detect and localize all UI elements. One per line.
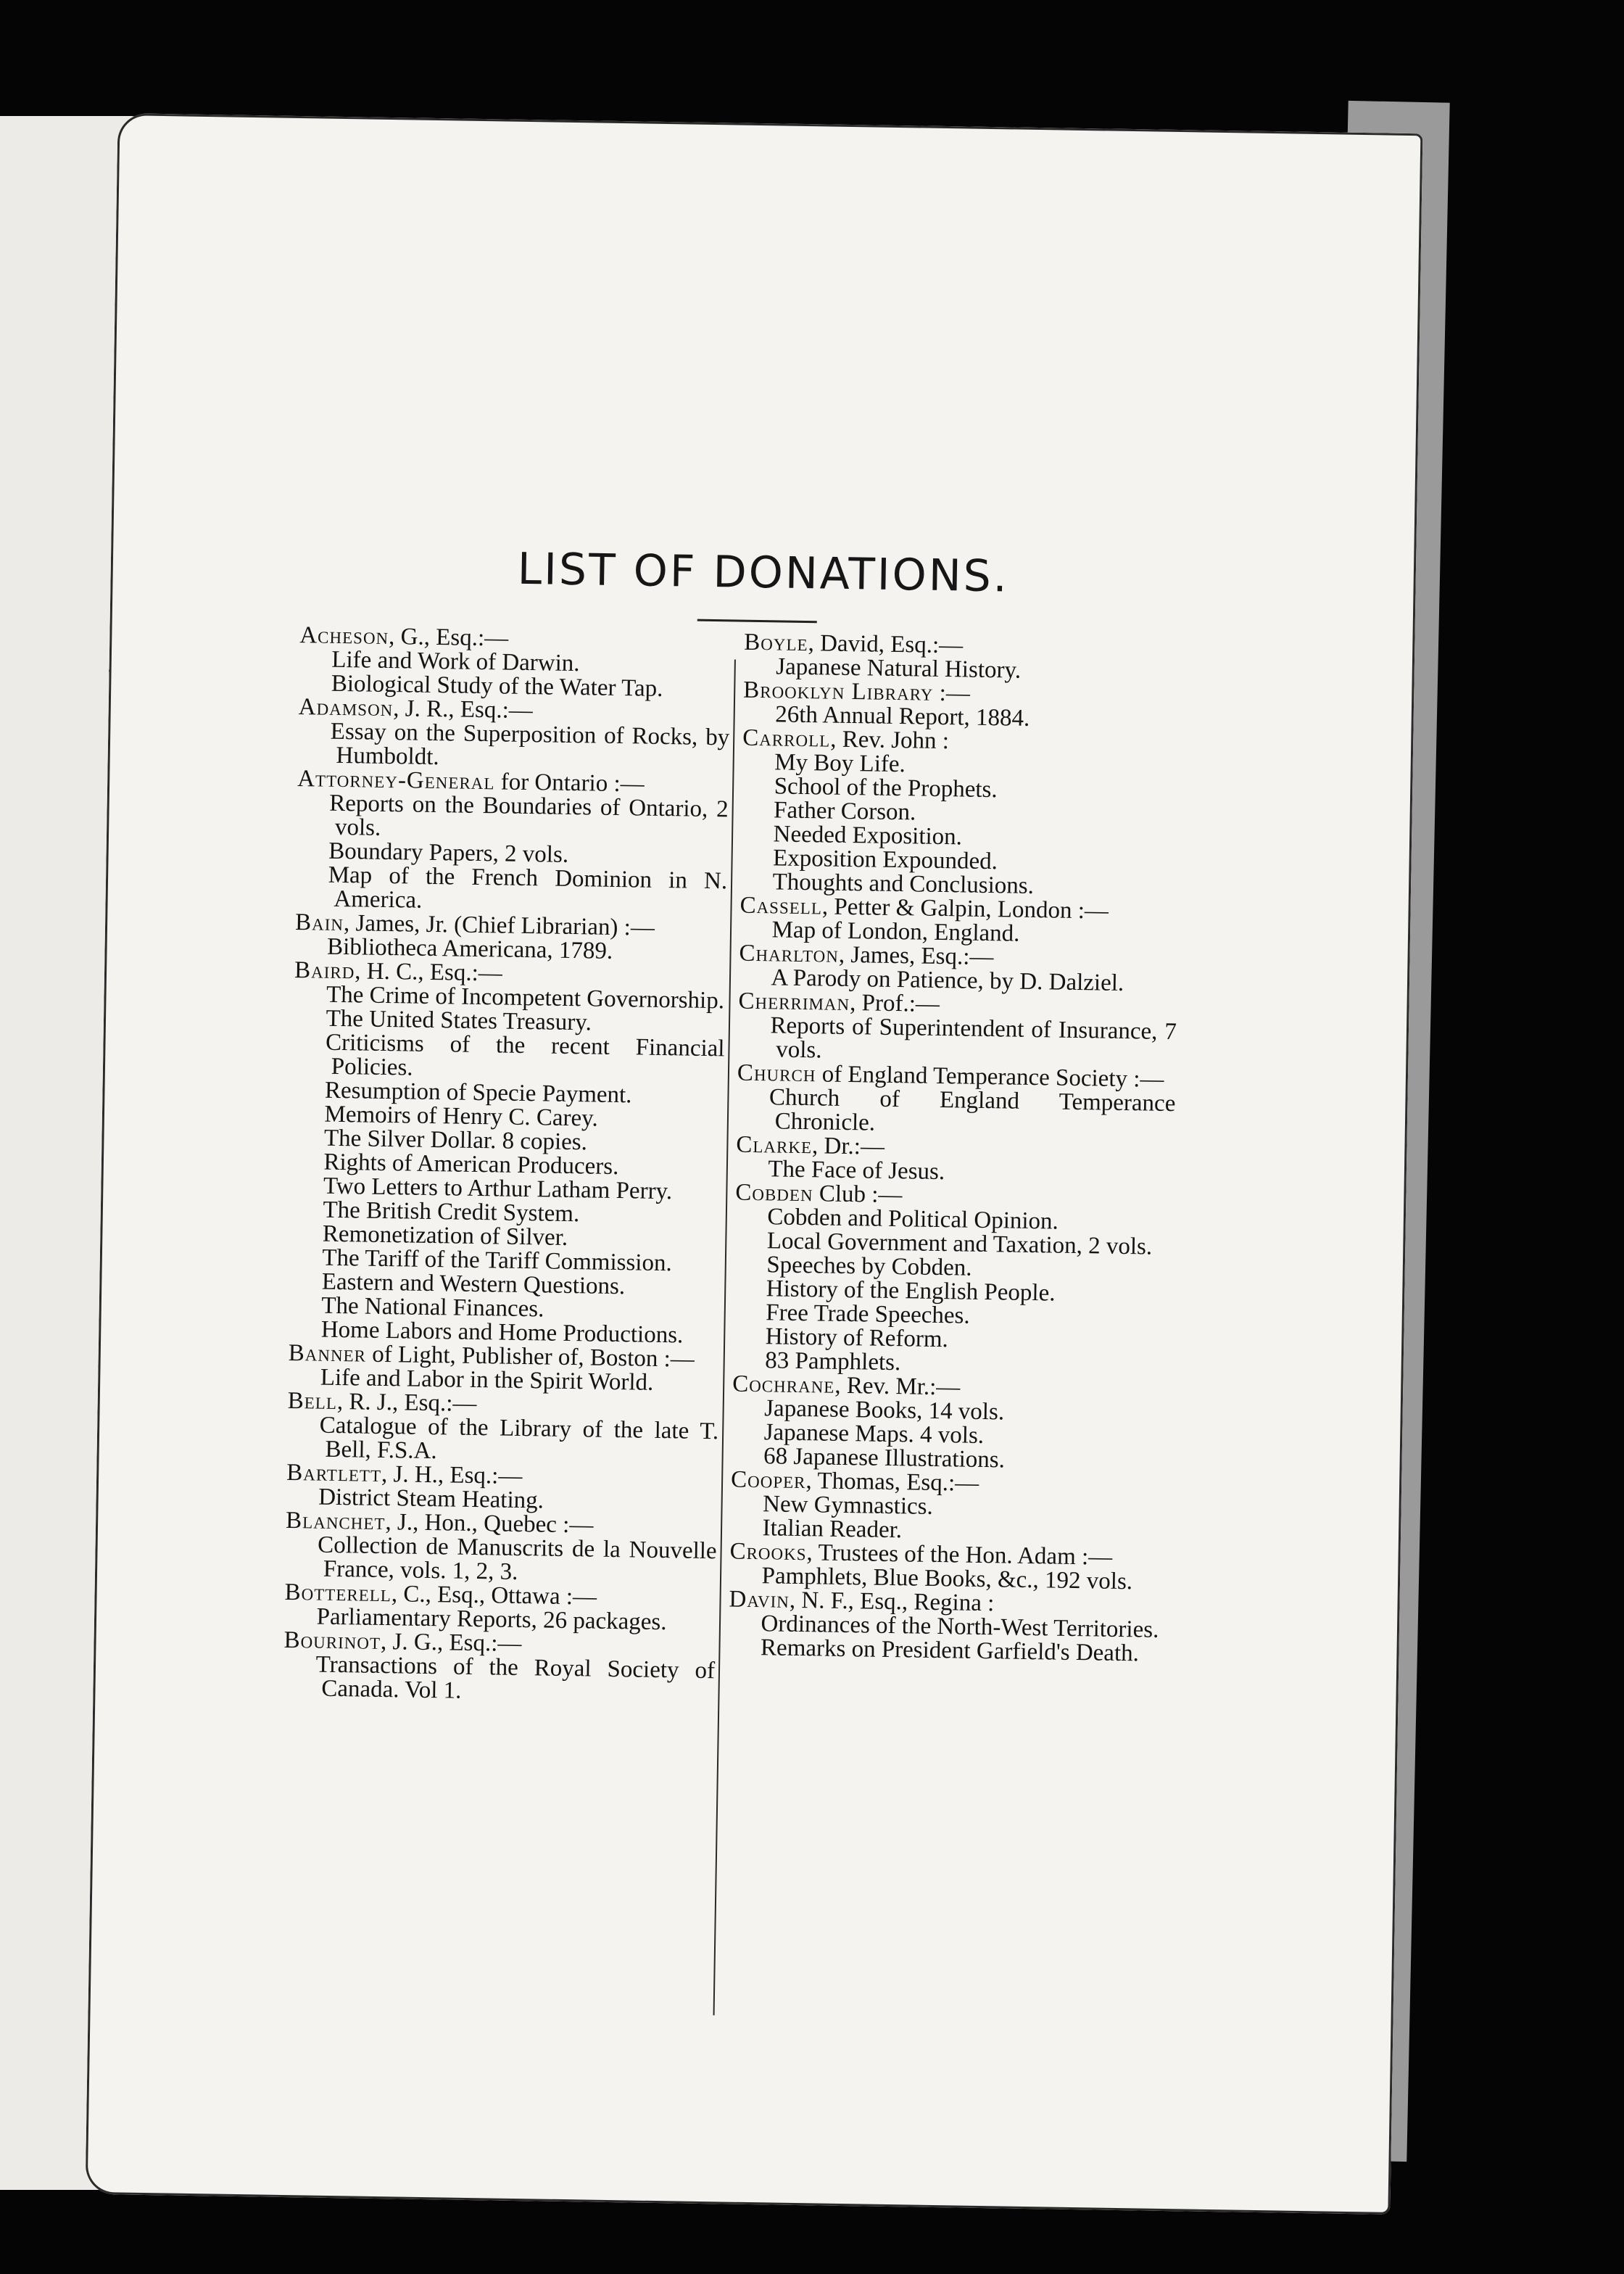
donated-item: Biological Study of the Water Tap. <box>331 670 663 702</box>
donated-item: A Parody on Patience, by D. Dalziel. <box>771 964 1124 996</box>
donated-item: Two Letters to Arthur Latham Perry. <box>323 1173 673 1205</box>
donated-item: Speeches by Cobden. <box>766 1252 972 1281</box>
donation-entry <box>744 631 1183 685</box>
donated-item: Boundary Papers, 2 vols. <box>328 838 569 868</box>
donation-entry <box>286 1389 718 1468</box>
document-page <box>86 113 1423 2215</box>
donated-item: Remonetization of Silver. <box>322 1220 568 1251</box>
donated-item: The National Finances. <box>321 1292 544 1323</box>
donation-entry <box>739 942 1178 996</box>
donated-item: Essay on the Superposition of Rocks, by Humboldt. <box>330 718 730 771</box>
donated-item: The United States Treasury. <box>326 1005 592 1036</box>
donor-details: , N. F., Esq., Regina : <box>789 1587 995 1617</box>
donated-item: The Tariff of the Tariff Commission. <box>322 1244 673 1277</box>
donation-entry <box>294 911 726 965</box>
donated-item: Resumption of Specie Payment. <box>324 1077 632 1109</box>
donated-item: Map of the French Dominion in N. America. <box>328 861 728 914</box>
donor-name: Cobden <box>735 1179 813 1207</box>
donor-name: Crooks <box>729 1538 807 1566</box>
donated-item: 26th Annual Report, 1884. <box>775 701 1030 732</box>
donation-entry <box>284 1581 716 1635</box>
donated-item: 83 Pamphlets. <box>765 1347 901 1376</box>
donor-details: , Rev. John : <box>829 726 950 755</box>
donated-item: Ordinances of the North-West Territories. <box>761 1611 1159 1643</box>
donor-name: Botterell <box>284 1579 392 1608</box>
donated-item: Bibliotheca Americana, 1789. <box>326 933 613 964</box>
donations-column-right <box>728 631 1182 1666</box>
donation-entry <box>299 624 731 702</box>
donated-item: Life and Labor in the Spirit World. <box>320 1364 654 1396</box>
donor-details: , C., Esq., Ottawa :— <box>391 1581 597 1611</box>
donor-name: Banner <box>288 1339 367 1368</box>
donated-item: The Silver Dollar. 8 copies. <box>323 1125 588 1156</box>
donor-name: Attorney-General <box>297 766 495 795</box>
donation-entry <box>740 894 1179 948</box>
donation-entry <box>728 1588 1167 1666</box>
donor-name: Bell <box>287 1387 338 1415</box>
page-title: LIST OF DONATIONS. <box>517 543 1010 603</box>
donor-details: , J. G., Esq.:— <box>380 1628 522 1658</box>
donation-entry <box>286 1461 718 1516</box>
donor-name: Blanchet <box>285 1507 386 1536</box>
donor-details: , Prof.:— <box>849 990 940 1017</box>
donor-name: Boyle <box>744 629 808 657</box>
donor-details: Club :— <box>813 1181 903 1209</box>
donated-item: Life and Work of Darwin. <box>331 646 580 677</box>
donor-details: of Light, Publisher of, Boston :— <box>365 1341 695 1373</box>
donor-name: Bain <box>294 909 344 937</box>
donation-entry <box>732 1181 1174 1379</box>
donor-name: Clarke <box>736 1131 813 1159</box>
donated-item: Memoirs of Henry C. Carey. <box>324 1101 599 1132</box>
donated-item: Remarks on President Garfield's Death. <box>760 1634 1140 1667</box>
donated-item: 68 Japanese Illustrations. <box>763 1443 1006 1473</box>
donor-name: Cochrane <box>732 1370 835 1399</box>
donor-name: Charlton <box>739 940 840 968</box>
donated-item: History of Reform. <box>765 1323 949 1353</box>
donor-details: , David, Esq.:— <box>808 630 964 659</box>
donor-name: Cassell <box>740 892 823 920</box>
donor-details: , Trustees of the Hon. Adam :— <box>806 1539 1113 1571</box>
donation-entry <box>729 1540 1169 1595</box>
donor-details: , J., Hon., Quebec :— <box>385 1509 594 1539</box>
donated-item: Local Government and Taxation, 2 vols. <box>766 1228 1153 1260</box>
donor-details: , R. J., Esq.:— <box>336 1389 477 1418</box>
donor-details: , J. H., Esq.:— <box>381 1460 523 1490</box>
donated-item: Free Trade Speeches. <box>766 1299 970 1329</box>
donated-item: Church of England Temperance Chronicle. <box>768 1084 1176 1136</box>
donor-details: for Ontario :— <box>494 769 645 798</box>
donated-item: Reports on the Boundaries of Ontario, 2 vols. <box>329 790 729 841</box>
donated-item: Cobden and Political Opinion. <box>767 1204 1059 1235</box>
donation-entry <box>736 1133 1175 1188</box>
donor-name: Cooper <box>730 1466 806 1494</box>
donated-item: Map of London, England. <box>771 917 1020 947</box>
donor-details: , Petter & Galpin, London :— <box>821 893 1109 925</box>
donor-details: , James, Esq.:— <box>838 941 994 971</box>
donor-name: Adamson <box>298 694 394 722</box>
donated-item: Transactions of the Royal Society of Canada. Vol 1. <box>315 1651 716 1704</box>
donor-details: , James, Jr. (Chief Librarian) :— <box>343 910 655 941</box>
donor-name: Baird <box>294 957 355 985</box>
donated-item: Catalogue of the Library of the late T. Bell, F.S.A. <box>319 1412 719 1465</box>
donated-item: History of the English People. <box>766 1275 1056 1307</box>
donated-item: Collection de Manuscrits de la Nouvelle France, vols. 1, 2, 3. <box>317 1531 717 1585</box>
donated-item: Needed Exposition. <box>773 821 963 851</box>
donated-item: Eastern and Western Questions. <box>321 1268 626 1300</box>
donor-name: Davin <box>729 1586 790 1613</box>
donated-item: Japanese Natural History. <box>776 653 1022 684</box>
donor-name: Bartlett <box>286 1459 382 1487</box>
donated-item: Parliamentary Reports, 26 packages. <box>316 1603 667 1636</box>
donated-item: The British Credit System. <box>323 1196 580 1228</box>
donated-item: School of the Prophets. <box>774 773 998 803</box>
donor-details: , J. R., Esq.:— <box>393 695 534 724</box>
donor-details: :— <box>933 679 971 707</box>
donation-entry <box>740 724 1182 901</box>
donated-item: My Boy Life. <box>774 749 906 778</box>
donation-entry <box>742 679 1182 733</box>
donation-entry <box>289 959 726 1348</box>
donation-entry <box>730 1468 1169 1547</box>
donor-name: Carroll <box>742 724 831 753</box>
donated-item: Japanese Maps. 4 vols. <box>763 1419 985 1450</box>
donation-entry <box>295 767 729 917</box>
donor-details: , G., Esq.:— <box>388 623 509 652</box>
donor-name: Acheson <box>299 622 389 650</box>
donor-details: , Dr.:— <box>811 1133 885 1160</box>
donation-entry <box>298 695 730 774</box>
donor-name: Bourinot <box>283 1626 381 1655</box>
donation-entry <box>731 1370 1171 1475</box>
donor-name: Brooklyn Library <box>742 677 934 706</box>
donor-details: , Thomas, Esq.:— <box>805 1468 979 1497</box>
donation-entry <box>285 1509 717 1587</box>
donated-item: Exposition Expounded. <box>772 845 998 875</box>
donor-details: of England Temperance Society :— <box>816 1061 1164 1093</box>
donated-item: Criticisms of the recent Financial Policies. <box>325 1029 725 1081</box>
donated-item: The Crime of Incompetent Governorship. <box>326 981 725 1014</box>
donated-item: Italian Reader. <box>762 1515 903 1544</box>
donation-entry <box>737 990 1177 1068</box>
donor-name: Church <box>737 1059 816 1088</box>
donated-item: Pamphlets, Blue Books, &c., 192 vols. <box>761 1563 1133 1595</box>
donated-item: Home Labors and Home Productions. <box>320 1316 684 1349</box>
donor-details: , Rev. Mr.:— <box>834 1372 961 1401</box>
donor-details: , H. C., Esq.:— <box>355 958 503 987</box>
donated-item: Japanese Books, 14 vols. <box>763 1395 1005 1426</box>
donated-item: Father Corson. <box>773 797 916 826</box>
donated-item: District Steam Heating. <box>318 1484 544 1514</box>
donation-entry <box>737 1059 1176 1140</box>
donated-item: New Gymnastics. <box>762 1491 934 1520</box>
donation-entry <box>288 1341 720 1396</box>
title-rule <box>697 619 817 624</box>
donations-column-left <box>283 624 731 1707</box>
donor-name: Cherriman <box>738 988 850 1017</box>
donation-entry <box>283 1626 716 1707</box>
donated-item: Rights of American Producers. <box>323 1149 619 1181</box>
donated-item: Reports of Superintendent of Insurance, 7 vols. <box>770 1012 1177 1064</box>
donated-item: The Face of Jesus. <box>768 1156 945 1186</box>
donated-item: Thoughts and Conclusions. <box>772 869 1035 900</box>
